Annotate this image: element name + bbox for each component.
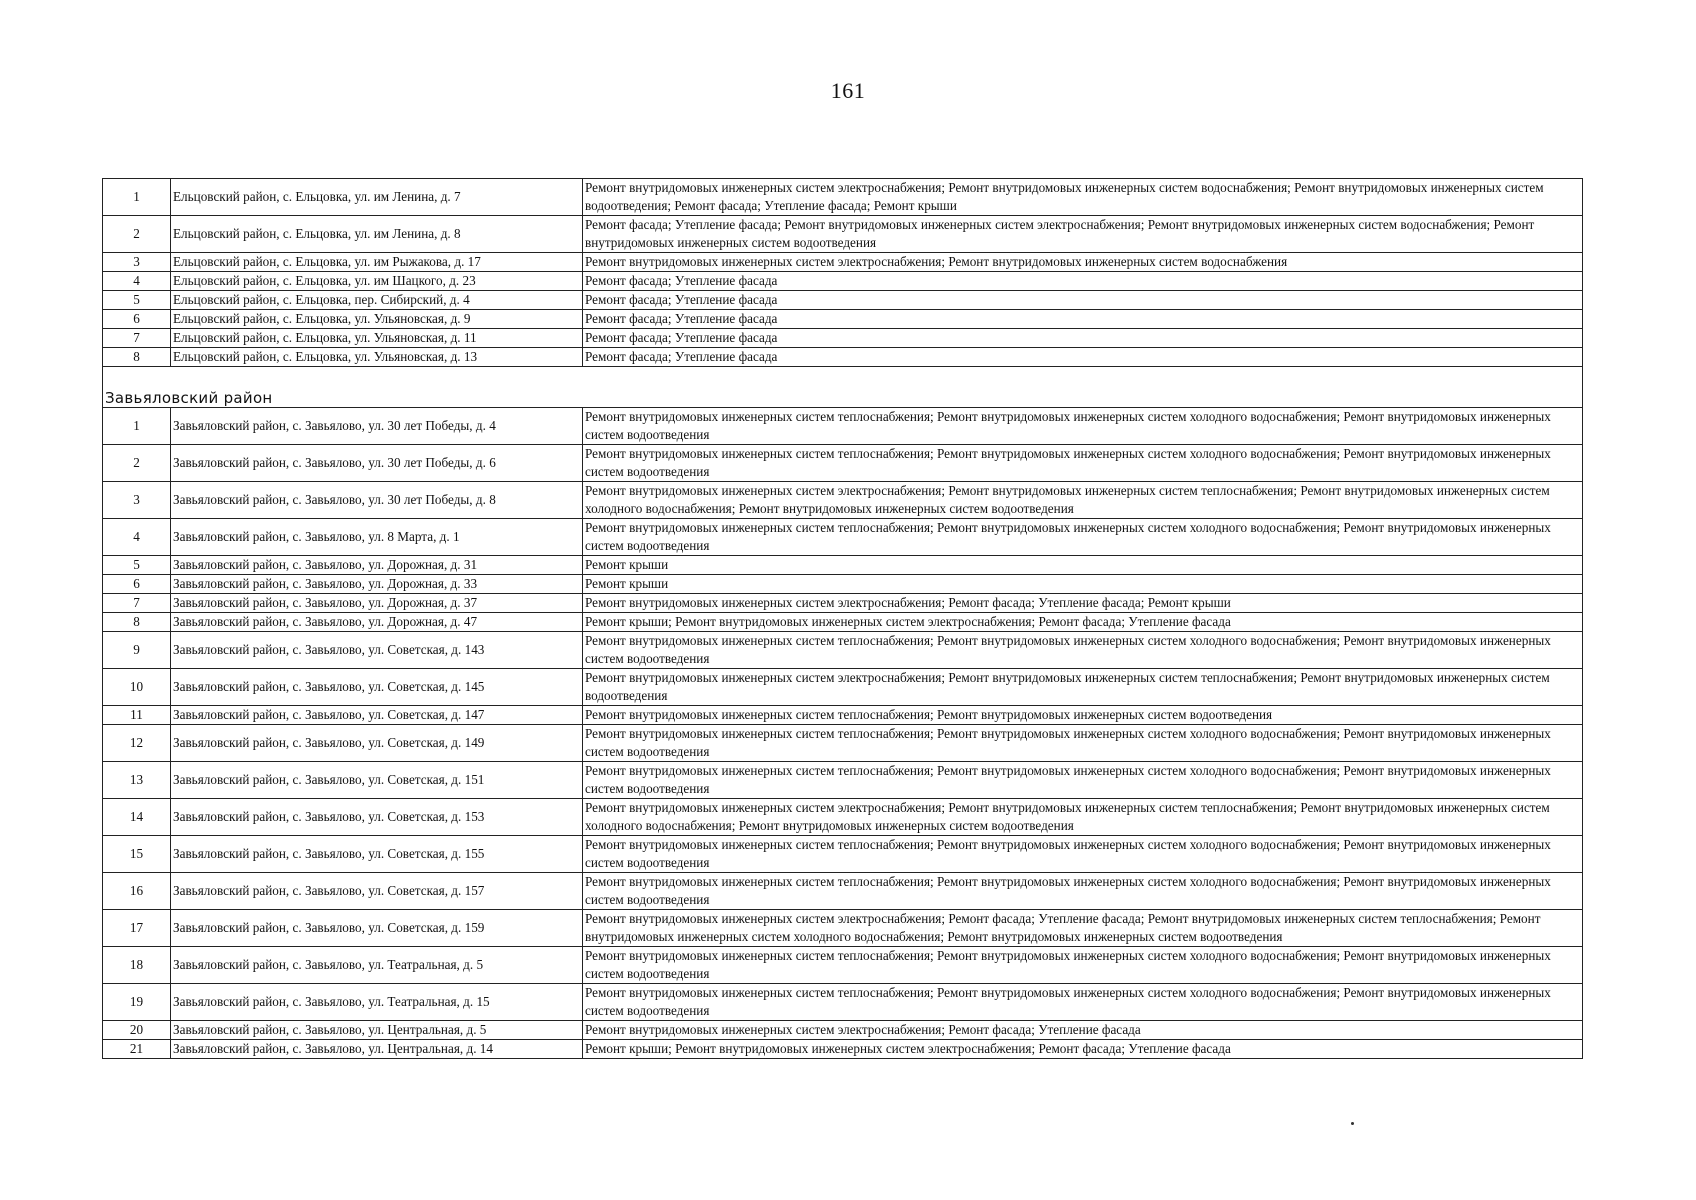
row-works: Ремонт внутридомовых инженерных систем теплоснабжения; Ремонт внутридомовых инженерных систем холодного водоснабжения; Ремонт внутридомовых инженерных систем водоотведения [583, 725, 1583, 762]
row-works: Ремонт внутридомовых инженерных систем электроснабжения; Ремонт внутридомовых инженерных систем теплоснабжения; Ремонт внутридомовых инженерных систем холодного водоснабжения; Ремонт внутридомовых инженерных систем водоотведения [583, 799, 1583, 836]
repair-table [102, 178, 1583, 1059]
row-works: Ремонт внутридомовых инженерных систем электроснабжения; Ремонт внутридомовых инженерных систем водоснабжения [583, 253, 1583, 272]
row-address: Завьяловский район, с. Завьялово, ул. Центральная, д. 5 [171, 1021, 583, 1040]
scan-speck [1351, 1122, 1354, 1125]
row-number: 5 [103, 556, 171, 575]
row-address: Завьяловский район, с. Завьялово, ул. 8 Марта, д. 1 [171, 519, 583, 556]
row-number: 1 [103, 179, 171, 216]
table-row [103, 348, 1583, 367]
row-address: Ельцовский район, с. Ельцовка, ул. им Шацкого, д. 23 [171, 272, 583, 291]
row-address: Ельцовский район, с. Ельцовка, ул. Ульяновская, д. 13 [171, 348, 583, 367]
row-number: 8 [103, 613, 171, 632]
row-address: Завьяловский район, с. Завьялово, ул. Центральная, д. 14 [171, 1040, 583, 1059]
table-row [103, 836, 1583, 873]
table-body-eltsovsky [103, 179, 1583, 367]
page-number: 161 [830, 78, 866, 103]
row-works: Ремонт крыши; Ремонт внутридомовых инженерных систем электроснабжения; Ремонт фасада; Утепление фасада [583, 613, 1583, 632]
row-number: 11 [103, 706, 171, 725]
table-row [103, 706, 1583, 725]
table-row [103, 632, 1583, 669]
row-address: Ельцовский район, с. Ельцовка, ул. им Ленина, д. 8 [171, 216, 583, 253]
row-number: 6 [103, 310, 171, 329]
table-row [103, 799, 1583, 836]
table-row [103, 1021, 1583, 1040]
table-row [103, 725, 1583, 762]
row-works: Ремонт фасада; Утепление фасада [583, 291, 1583, 310]
row-address: Завьяловский район, с. Завьялово, ул. Советская, д. 159 [171, 910, 583, 947]
row-number: 2 [103, 445, 171, 482]
row-address: Завьяловский район, с. Завьялово, ул. 30 лет Победы, д. 4 [171, 408, 583, 445]
table-row [103, 291, 1583, 310]
row-works: Ремонт внутридомовых инженерных систем электроснабжения; Ремонт внутридомовых инженерных систем теплоснабжения; Ремонт внутридомовых инженерных систем водоотведения [583, 669, 1583, 706]
row-address: Завьяловский район, с. Завьялово, ул. Дорожная, д. 37 [171, 594, 583, 613]
row-works: Ремонт внутридомовых инженерных систем теплоснабжения; Ремонт внутридомовых инженерных систем водоотведения [583, 706, 1583, 725]
row-works: Ремонт внутридомовых инженерных систем теплоснабжения; Ремонт внутридомовых инженерных систем холодного водоснабжения; Ремонт внутридомовых инженерных систем водоотведения [583, 984, 1583, 1021]
row-number: 12 [103, 725, 171, 762]
table-row [103, 984, 1583, 1021]
row-works: Ремонт фасада; Утепление фасада [583, 310, 1583, 329]
table-row [103, 556, 1583, 575]
row-number: 7 [103, 594, 171, 613]
row-works: Ремонт фасада; Утепление фасада [583, 348, 1583, 367]
table-row [103, 253, 1583, 272]
row-works: Ремонт внутридомовых инженерных систем электроснабжения; Ремонт фасада; Утепление фасада [583, 1021, 1583, 1040]
row-works: Ремонт фасада; Утепление фасада; Ремонт внутридомовых инженерных систем электроснабжения; Ремонт внутридомовых инженерных систем водоснабжения; Ремонт внутридомовых инженерных систем водоотведения [583, 216, 1583, 253]
row-number: 16 [103, 873, 171, 910]
row-address: Ельцовский район, с. Ельцовка, ул. им Рыжакова, д. 17 [171, 253, 583, 272]
table-row [103, 272, 1583, 291]
row-works: Ремонт крыши [583, 556, 1583, 575]
row-works: Ремонт внутридомовых инженерных систем теплоснабжения; Ремонт внутридомовых инженерных систем холодного водоснабжения; Ремонт внутридомовых инженерных систем водоотведения [583, 408, 1583, 445]
table-body-zavyalovsky [103, 408, 1583, 1059]
row-number: 1 [103, 408, 171, 445]
row-works: Ремонт фасада; Утепление фасада [583, 272, 1583, 291]
table-row [103, 873, 1583, 910]
row-number: 10 [103, 669, 171, 706]
row-address: Завьяловский район, с. Завьялово, ул. 30 лет Победы, д. 8 [171, 482, 583, 519]
row-number: 13 [103, 762, 171, 799]
row-number: 19 [103, 984, 171, 1021]
row-number: 5 [103, 291, 171, 310]
row-address: Завьяловский район, с. Завьялово, ул. Дорожная, д. 31 [171, 556, 583, 575]
row-address: Завьяловский район, с. Завьялово, ул. Советская, д. 143 [171, 632, 583, 669]
row-number: 14 [103, 799, 171, 836]
row-number: 6 [103, 575, 171, 594]
table-row [103, 1040, 1583, 1059]
row-address: Завьяловский район, с. Завьялово, ул. Советская, д. 149 [171, 725, 583, 762]
row-address: Завьяловский район, с. Завьялово, ул. Театральная, д. 5 [171, 947, 583, 984]
row-number: 7 [103, 329, 171, 348]
table-row [103, 762, 1583, 799]
table-row [103, 179, 1583, 216]
row-address: Ельцовский район, с. Ельцовка, пер. Сибирский, д. 4 [171, 291, 583, 310]
row-address: Завьяловский район, с. Завьялово, ул. Дорожная, д. 47 [171, 613, 583, 632]
table-row [103, 669, 1583, 706]
table-row [103, 947, 1583, 984]
row-address: Завьяловский район, с. Завьялово, ул. 30 лет Победы, д. 6 [171, 445, 583, 482]
row-address: Завьяловский район, с. Завьялово, ул. Дорожная, д. 33 [171, 575, 583, 594]
section-row [103, 367, 1583, 408]
row-address: Завьяловский район, с. Завьялово, ул. Советская, д. 145 [171, 669, 583, 706]
row-works: Ремонт крыши [583, 575, 1583, 594]
table-row [103, 519, 1583, 556]
row-address: Завьяловский район, с. Завьялово, ул. Советская, д. 155 [171, 836, 583, 873]
row-address: Ельцовский район, с. Ельцовка, ул. Ульяновская, д. 9 [171, 310, 583, 329]
table-row [103, 613, 1583, 632]
row-number: 9 [103, 632, 171, 669]
table-row [103, 408, 1583, 445]
row-number: 21 [103, 1040, 171, 1059]
row-works: Ремонт внутридомовых инженерных систем теплоснабжения; Ремонт внутридомовых инженерных систем холодного водоснабжения; Ремонт внутридомовых инженерных систем водоотведения [583, 445, 1583, 482]
row-address: Ельцовский район, с. Ельцовка, ул. Ульяновская, д. 11 [171, 329, 583, 348]
row-number: 4 [103, 272, 171, 291]
table-row [103, 310, 1583, 329]
repair-table-container [102, 178, 1582, 1059]
row-works: Ремонт внутридомовых инженерных систем электроснабжения; Ремонт фасада; Утепление фасада; Ремонт крыши [583, 594, 1583, 613]
row-number: 17 [103, 910, 171, 947]
row-works: Ремонт внутридомовых инженерных систем теплоснабжения; Ремонт внутридомовых инженерных систем холодного водоснабжения; Ремонт внутридомовых инженерных систем водоотведения [583, 632, 1583, 669]
row-number: 2 [103, 216, 171, 253]
row-address: Ельцовский район, с. Ельцовка, ул. им Ленина, д. 7 [171, 179, 583, 216]
row-address: Завьяловский район, с. Завьялово, ул. Театральная, д. 15 [171, 984, 583, 1021]
row-works: Ремонт крыши; Ремонт внутридомовых инженерных систем электроснабжения; Ремонт фасада; Утепление фасада [583, 1040, 1583, 1059]
row-works: Ремонт внутридомовых инженерных систем электроснабжения; Ремонт внутридомовых инженерных систем теплоснабжения; Ремонт внутридомовых инженерных систем холодного водоснабжения; Ремонт внутридомовых инженерных систем водоотведения [583, 482, 1583, 519]
table-section-header [103, 367, 1583, 408]
row-number: 3 [103, 253, 171, 272]
row-works: Ремонт внутридомовых инженерных систем теплоснабжения; Ремонт внутридомовых инженерных систем холодного водоснабжения; Ремонт внутридомовых инженерных систем водоотведения [583, 836, 1583, 873]
row-address: Завьяловский район, с. Завьялово, ул. Советская, д. 153 [171, 799, 583, 836]
row-works: Ремонт внутридомовых инженерных систем теплоснабжения; Ремонт внутридомовых инженерных систем холодного водоснабжения; Ремонт внутридомовых инженерных систем водоотведения [583, 947, 1583, 984]
row-address: Завьяловский район, с. Завьялово, ул. Советская, д. 147 [171, 706, 583, 725]
section-title: Завьяловский район [103, 367, 1583, 408]
row-number: 3 [103, 482, 171, 519]
row-works: Ремонт внутридомовых инженерных систем теплоснабжения; Ремонт внутридомовых инженерных систем холодного водоснабжения; Ремонт внутридомовых инженерных систем водоотведения [583, 519, 1583, 556]
row-works: Ремонт внутридомовых инженерных систем электроснабжения; Ремонт фасада; Утепление фасада; Ремонт внутридомовых инженерных систем теплоснабжения; Ремонт внутридомовых инженерных систем холодного водоснабжения; Ремонт внутридомовых инженерных систем водоотведения [583, 910, 1583, 947]
row-works: Ремонт фасада; Утепление фасада [583, 329, 1583, 348]
row-number: 20 [103, 1021, 171, 1040]
table-row [103, 910, 1583, 947]
row-address: Завьяловский район, с. Завьялово, ул. Советская, д. 151 [171, 762, 583, 799]
table-row [103, 575, 1583, 594]
table-row [103, 482, 1583, 519]
table-row [103, 329, 1583, 348]
row-number: 4 [103, 519, 171, 556]
row-works: Ремонт внутридомовых инженерных систем теплоснабжения; Ремонт внутридомовых инженерных систем холодного водоснабжения; Ремонт внутридомовых инженерных систем водоотведения [583, 762, 1583, 799]
row-works: Ремонт внутридомовых инженерных систем теплоснабжения; Ремонт внутридомовых инженерных систем холодного водоснабжения; Ремонт внутридомовых инженерных систем водоотведения [583, 873, 1583, 910]
row-number: 18 [103, 947, 171, 984]
table-row [103, 445, 1583, 482]
row-number: 15 [103, 836, 171, 873]
row-number: 8 [103, 348, 171, 367]
table-row [103, 594, 1583, 613]
row-address: Завьяловский район, с. Завьялово, ул. Советская, д. 157 [171, 873, 583, 910]
row-works: Ремонт внутридомовых инженерных систем электроснабжения; Ремонт внутридомовых инженерных систем водоснабжения; Ремонт внутридомовых инженерных систем водоотведения; Ремонт фасада; Утепление фасада; Ремонт крыши [583, 179, 1583, 216]
table-row [103, 216, 1583, 253]
